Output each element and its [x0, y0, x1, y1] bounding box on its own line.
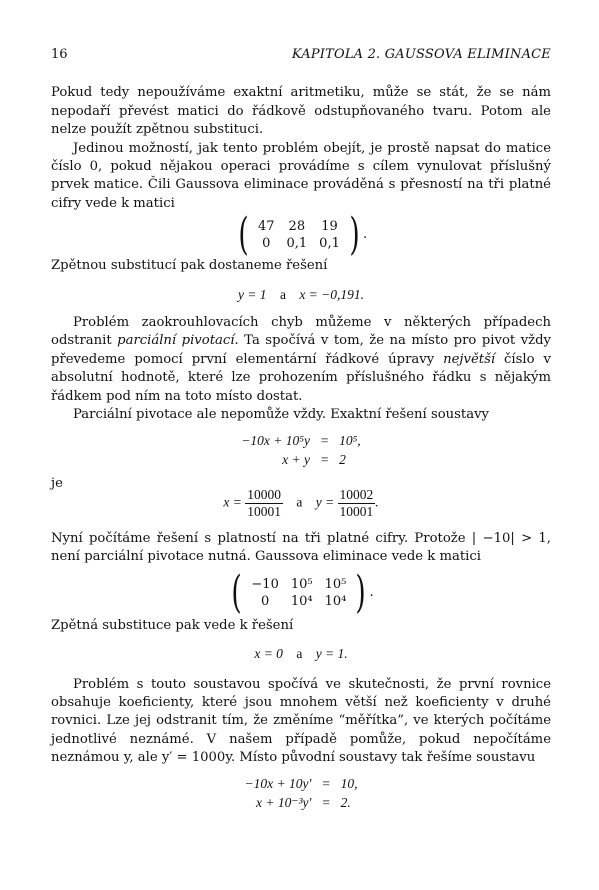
paragraph-4: [51, 314, 551, 406]
left-paren: (: [231, 566, 242, 618]
matrix-cell: 10⁴: [324, 593, 347, 609]
right-paren: ): [349, 209, 360, 261]
solution-x: x = −0,191.: [299, 286, 365, 302]
paragraph-1: Pokud tedy nepoužíváme exaktní aritmetiku, může se stát, že se nám nepodaří převést matici do řádkově odstupňovaného tvaru. Potom ale nelze použít zpětnou substituci.: [51, 85, 551, 138]
conj-a: a: [279, 286, 286, 302]
paragraph-2: Jedinou možností, jak tento problém obejít, je prostě napsat do matice číslo 0, pokud nějakou operaci provádíme s cílem vynulovat příslušný prvek matice. Čili Gaussova eliminace prováděná s přesností na tři platné cifry vede k matici: [51, 140, 551, 211]
system-2-rhs-2: 2.: [340, 794, 351, 810]
fraction-y: [338, 486, 379, 520]
matrix-1-body: [252, 218, 346, 252]
matrix-cell: 0,1: [319, 236, 340, 252]
y-lhs: y =: [315, 494, 335, 510]
matrix-cell: 47: [257, 219, 275, 235]
page-number: 16: [51, 47, 68, 62]
fraction-x: [245, 487, 283, 520]
equals-sign: =: [319, 451, 330, 467]
solution-y: y = 1: [237, 286, 267, 302]
system-1-rhs-2: 2: [339, 451, 346, 467]
x-lhs: x =: [223, 494, 242, 510]
matrix-trail: .: [363, 227, 368, 243]
system-2-lhs-2: x + 10⁻³y′: [255, 794, 312, 810]
conj-a: a: [296, 494, 303, 510]
p4-part-b: . Ta spočívá v tom, že na místo pro pivot vždy převedeme pomocí první elementární řádkové úpravy: [51, 333, 551, 367]
paragraph-7: Nyní počítáme řešení s platností na tři platné cifry. Protože | −10| > 1, není parciální pivotace nutná. Gaussova eliminace vede k matici: [51, 530, 551, 565]
matrix-trail: .: [369, 584, 374, 600]
equals-sign: =: [319, 432, 330, 448]
paragraph-8: Zpětná substituce pak vede k řešení: [51, 617, 294, 633]
matrix-cell: 10⁵: [290, 576, 313, 592]
system-1-rhs-1: 10⁵,: [339, 432, 361, 448]
left-paren: (: [238, 209, 249, 261]
matrix-cell: 10⁵: [324, 576, 347, 592]
paragraph-3: Zpětnou substitucí pak dostaneme řešení: [51, 258, 328, 274]
matrix-2-body: [245, 576, 352, 610]
system-1-lhs-1: −10x + 10⁵y: [241, 432, 310, 448]
matrix-1: [51, 209, 551, 261]
fraction-x-denominator: 10001: [247, 503, 281, 519]
system-1-lhs-2: x + y: [282, 451, 310, 467]
page: [51, 46, 551, 818]
matrix-2: [51, 566, 551, 618]
system-2-lhs-1: −10x + 10y′: [244, 775, 312, 791]
equals-sign: =: [321, 794, 331, 810]
matrix-cell: 28: [288, 219, 306, 235]
solution-y: y = 1.: [315, 646, 348, 662]
system-1: [236, 431, 365, 469]
paragraph-6: je: [51, 475, 63, 491]
solution-1: [51, 286, 551, 304]
p4-part-c: číslo v absolutní hodnotě, které lze prohozením příslušného řádku s nějakým řádkem pod ním na toto místo dostat.: [51, 351, 551, 404]
matrix-cell: 0: [262, 236, 271, 252]
term-largest: největší: [443, 351, 496, 367]
solution-2: [51, 487, 551, 520]
matrix-cell: −10: [251, 576, 279, 592]
fraction-x-numerator: 10000: [247, 486, 281, 502]
fraction-y-numerator: 10002: [339, 486, 374, 502]
chapter-title: KAPITOLA 2. GAUSSOVA ELIMINACE: [291, 47, 551, 62]
matrix-cell: 0,1: [286, 236, 308, 252]
system-2: [240, 774, 363, 812]
paragraph-5: Parciální pivotace ale nepomůže vždy. Exaktní řešení soustavy: [73, 407, 489, 423]
matrix-cell: 19: [321, 219, 338, 235]
right-paren: ): [355, 566, 367, 618]
solution-2-trail: .: [375, 494, 379, 510]
fraction-y-denominator: 10001: [339, 503, 374, 519]
running-header: [51, 46, 551, 64]
equals-sign: =: [321, 775, 331, 791]
paragraph-9: Problém s touto soustavou spočívá ve skutečnosti, že první rovnice obsahuje koeficienty, které jsou mnohem větší než koeficienty v druhé rovnici. Lze jej odstranit tím, že změníme “měřítka”, ve kterých počítáme jednotlivé neznámé. V našem případě pomůže, pokud nepočítáme neznámou y, ale y′ = 1000y. Místo původní soustavy tak řešíme soustavu: [51, 676, 551, 766]
p4-part-a: Problém zaokrouhlovacích chyb můžeme v některých případech odstranit: [51, 315, 551, 349]
conj-a: a: [296, 646, 303, 662]
system-2-rhs-1: 10,: [340, 775, 358, 791]
term-partial-pivoting: parciální pivotací: [117, 333, 235, 349]
matrix-cell: 0: [260, 593, 270, 609]
solution-3: [51, 645, 551, 663]
solution-x: x = 0: [254, 646, 283, 662]
matrix-cell: 10⁴: [290, 593, 313, 609]
